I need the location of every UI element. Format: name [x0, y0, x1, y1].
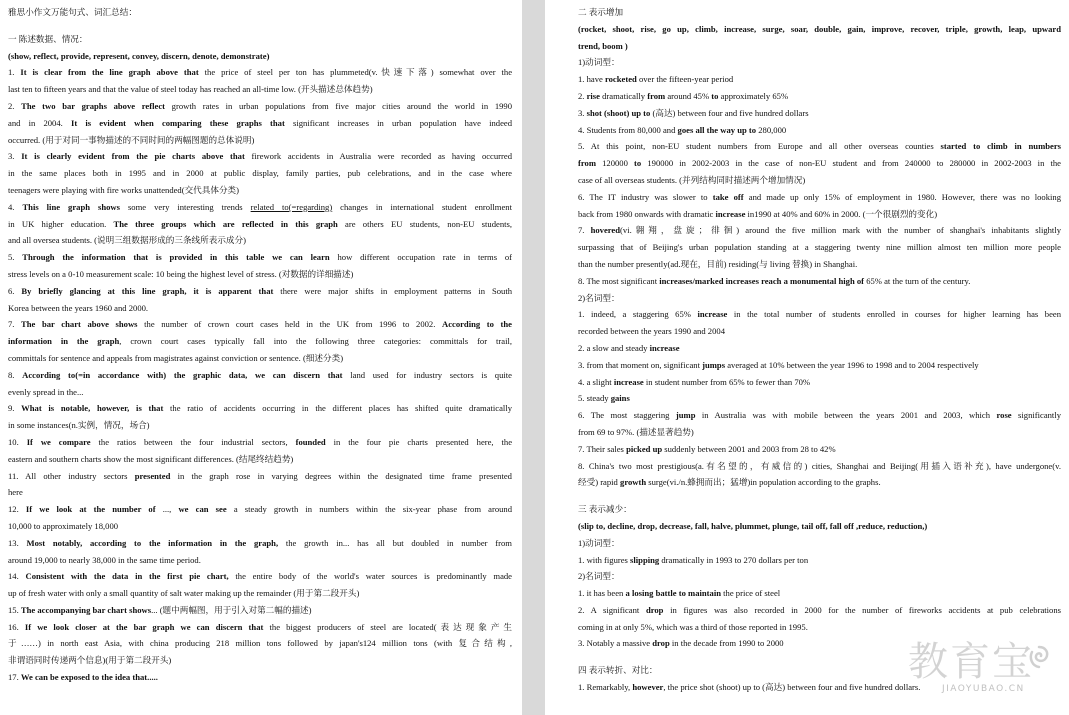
text-line: [578, 501, 1061, 518]
text-run: changes in international student enrollment: [332, 201, 512, 212]
text-run: 9.: [8, 403, 22, 414]
bold-phrase: rose: [996, 410, 1012, 421]
bold-phrase: shot (shoot) up to: [586, 107, 651, 118]
text-line: [578, 552, 1061, 569]
text-line: [578, 306, 1061, 323]
text-line: [578, 602, 1061, 619]
text-run: in the graph rose in varying degrees within the designated time frame presented: [170, 470, 512, 481]
bold-phrase: According to(=in accordance with) the graphic data, we can discern that: [22, 369, 343, 380]
text-run: approximately 65%: [718, 90, 789, 101]
text-line: [578, 222, 1061, 239]
text-line: [578, 71, 1061, 88]
bold-phrase: a losing battle to maintain: [625, 588, 721, 599]
watermark: [908, 640, 1058, 700]
bold-phrase: increases/marked increases reach a monumental high of: [659, 275, 865, 286]
bold-phrase: It is evident when comparing these graphs that: [70, 117, 285, 128]
text-line: [8, 48, 512, 65]
text-line: [8, 350, 512, 367]
text-run: surpassing that of Beijing's urban population standing at a staggering twenty nine million almost ten million more people: [578, 242, 1061, 253]
bold-phrase: drop: [645, 604, 664, 615]
text-line: [8, 367, 512, 384]
text-run: 10.: [8, 436, 27, 447]
watermark-url: JIAOYUBAO.CN: [942, 684, 1025, 694]
text-run: and in 2004.: [8, 117, 71, 128]
text-run: 1. indeed, a staggering 65%: [578, 309, 698, 320]
text-run: 2)名词型：: [578, 292, 620, 303]
text-line: [8, 98, 512, 115]
text-run: averaged at 10% between the year 1996 to 1998 and to 2004 respectively: [725, 359, 979, 370]
text-line: [8, 132, 512, 149]
text-run: dramatically: [599, 90, 648, 101]
text-line: [8, 316, 512, 333]
text-line: [8, 165, 512, 182]
bold-phrase: The three groups which are reflected in this graph: [113, 218, 338, 229]
bold-phrase: (rocket, shoot, rise, go up, climb, increase, surge, soar, double, gain, improve, recover, triple, growth, leap, upward: [578, 23, 1061, 34]
text-run: 5. steady: [578, 393, 611, 404]
text-run: committals for sentence and appeals from magistrates against conviction or sentence. (细述分类): [8, 352, 344, 363]
text-run: 120000: [595, 158, 635, 169]
text-run: 3. from that moment on, significant: [578, 359, 703, 370]
bold-phrase: trend, boom ): [578, 40, 628, 51]
text-run: are others EU students, non-EU students,: [337, 218, 512, 229]
text-run: in the same places both in 1995 and in 2000 at public display, family parties, pub celebrations, and in the case where: [8, 168, 512, 179]
bold-phrase: The two bar graphs above reflect: [21, 100, 165, 111]
bold-phrase: Through the information that is provided in this table we can learn: [22, 252, 330, 263]
text-run: evenly spread in the...: [8, 386, 84, 397]
text-run: the price of steel: [721, 588, 781, 599]
bold-phrase: from: [647, 90, 666, 101]
bold-phrase: If we look closer at the bar graph we can discern that: [24, 621, 264, 632]
text-run: the biggest producers of steel are located(表达现象产生: [263, 621, 512, 632]
text-line: [8, 148, 512, 165]
text-run: 3.: [578, 107, 587, 118]
bold-phrase: According to the: [441, 319, 512, 330]
bold-phrase: picked up: [626, 443, 663, 454]
bold-phrase: (show, reflect, provide, represent, convey, discern, denote, demonstrate): [8, 50, 270, 61]
text-line: [8, 4, 512, 21]
text-run: around 45%: [665, 90, 712, 101]
text-line: [8, 652, 512, 669]
text-run: and made up only 15% of employment in 1980. However, there was no looking: [743, 191, 1061, 202]
bold-phrase: to: [634, 158, 642, 169]
text-line: [8, 249, 512, 266]
text-run: in the four pie charts presented here, the: [325, 436, 512, 447]
text-line: [578, 458, 1061, 475]
text-run: Korea between the years 1960 and 2000.: [8, 302, 149, 313]
bold-phrase: We can be exposed to the idea that.....: [20, 672, 158, 683]
text-line: [578, 407, 1061, 424]
text-line: [8, 501, 512, 518]
text-run: 5. At this point, non-EU student numbers from Europe and all other overseas counties: [578, 141, 941, 152]
bold-phrase: (slip to, decline, drop, decrease, fall, halve, plummet, plunge, tail off, fall off ,reduce, reduction,): [578, 520, 928, 531]
bold-phrase: increase: [613, 376, 644, 387]
text-line: [8, 333, 512, 350]
text-run: how different occupation rate in terms of: [329, 252, 512, 263]
bold-phrase: What is notable, however, is that: [21, 403, 164, 414]
text-run: 1)动词型：: [578, 537, 620, 548]
text-line: [578, 357, 1061, 374]
text-line: [578, 441, 1061, 458]
paragraph-gap: [8, 21, 512, 31]
text-line: [578, 138, 1061, 155]
paragraph-gap: [578, 491, 1061, 501]
text-run: 雅思小作文万能句式、词汇总结：: [8, 7, 137, 17]
text-run: 非谓语同时传递两个信息)(用于第二段开头): [8, 655, 172, 666]
text-run: firework accidents in Australia were recorded as having occurred: [244, 151, 512, 162]
text-run: suddenly between 2001 and 2003 from 28 to 42%: [662, 443, 836, 454]
text-line: [8, 619, 512, 636]
text-run: 3. Notably a massive: [578, 638, 653, 649]
bold-phrase: If we look at the number of: [25, 504, 156, 515]
text-run: in some instances(n.实例，情况，场合): [8, 420, 150, 431]
text-line: [578, 535, 1061, 552]
bold-phrase: from: [578, 158, 596, 169]
text-line: [8, 568, 512, 585]
bold-phrase: information in the graph: [8, 336, 120, 347]
text-run: in the total number of students enrolled in courses for higher learning has been: [727, 309, 1061, 320]
bold-phrase: rise: [586, 90, 600, 101]
text-run: 7.: [578, 225, 591, 236]
text-run: the number of crown court cases held in the UK from 1996 to 2002.: [137, 319, 442, 330]
text-run: 6. The IT industry was slower to: [578, 191, 713, 202]
text-run: 8. The most significant: [578, 275, 660, 286]
text-run: 2.: [8, 100, 22, 111]
document-page-left: [0, 0, 522, 715]
text-run: 4.: [8, 201, 23, 212]
bold-phrase: The accompanying bar chart shows: [20, 604, 152, 615]
text-line: [578, 256, 1061, 273]
text-line: [8, 602, 512, 619]
text-run: the growth in... has all but doubled in number from: [278, 537, 512, 548]
bold-phrase: It is clearly evident from the pie charts above that: [21, 151, 245, 162]
text-run: in student number from 65% to fewer than 70%: [643, 376, 811, 387]
text-line: [8, 300, 512, 317]
text-line: [578, 122, 1061, 139]
text-line: [578, 518, 1061, 535]
text-run: last ten to fifteen years and that the value of steel today has reached an all-time low. (开头描述总体趋势): [8, 84, 373, 95]
text-run: 13.: [8, 537, 27, 548]
text-run: 1.: [8, 67, 21, 78]
text-run: 7. Their sales: [578, 443, 627, 454]
text-line: [578, 88, 1061, 105]
bold-phrase: to: [711, 90, 719, 101]
text-line: [8, 400, 512, 417]
text-line: [578, 390, 1061, 407]
text-run: coming in at only 5%, which was a third of those reported in 1995.: [578, 621, 808, 632]
bold-phrase: It is clear from the line graph above that: [20, 67, 199, 78]
text-run: teenagers were playing with fire works unattended(交代具体分类): [8, 184, 240, 195]
text-run: recorded between the years 1990 and 2004: [578, 326, 725, 337]
text-run: 1. Remarkably,: [578, 682, 633, 693]
text-line: [578, 21, 1061, 38]
text-line: [8, 232, 512, 249]
document-page-right: [545, 0, 1069, 715]
text-line: [8, 635, 512, 652]
bold-phrase: however: [632, 682, 664, 693]
text-run: 10,000 to approximately 18,000: [8, 520, 119, 531]
text-run: up of fresh water with only a small quantity of salt water making up the remainder (用于第二段开头): [8, 588, 360, 599]
text-line: [8, 585, 512, 602]
bold-phrase: drop: [652, 638, 670, 649]
text-run: 6. The most staggering: [578, 410, 676, 421]
text-line: [8, 115, 512, 132]
text-run: growth rates in urban populations from five major cities around the world in 1990: [165, 100, 512, 111]
text-run: the ratios between the four industrial sectors,: [90, 436, 296, 447]
bold-phrase: This line graph shows: [22, 201, 120, 212]
text-run: 1. it has been: [578, 588, 626, 599]
text-run: in Australia was with mobile between the years 2001 and 2003, which: [695, 410, 997, 421]
text-run: , crown court cases typically fall into the following three categories: committals for trail,: [119, 336, 512, 347]
text-run: 一 陈述数据、情况：: [8, 33, 88, 44]
text-line: [8, 552, 512, 569]
text-line: [578, 54, 1061, 71]
text-run: there were major shifts in employment patterns in South: [273, 285, 512, 296]
text-line: [578, 155, 1061, 172]
text-line: [8, 535, 512, 552]
bold-phrase: slipping: [630, 554, 660, 565]
text-run: 2. A significant: [578, 604, 646, 615]
text-run: , the price shot (shoot) up to (高达) between four and five hundred dollars.: [663, 682, 921, 693]
text-run: around 19,000 to nearly 38,000 in the same time period.: [8, 554, 201, 565]
text-run: surge(vi./n.蜂拥而出；猛增)in population according to the graphs.: [646, 477, 881, 488]
text-line: [578, 374, 1061, 391]
text-run: 15.: [8, 604, 21, 615]
text-run: 3.: [8, 151, 22, 162]
text-line: [578, 474, 1061, 491]
text-run: 190000 in 2002-2003 in the case of non-EU student and from 240000 to 280000 in 2002-2003 in the: [641, 158, 1061, 169]
text-run: the entire body of the world's water sources is predominantly made: [228, 571, 512, 582]
bold-phrase: started to climb in numbers: [940, 141, 1061, 152]
text-run: 4. Students from 80,000 and: [578, 124, 678, 135]
text-run: 2. a slow and steady: [578, 342, 650, 353]
bold-phrase: presented: [134, 470, 171, 481]
text-run: than the number presently(ad.现在，目前) residing(与 living 替换) in Shanghai.: [578, 258, 858, 269]
text-run: 7.: [8, 319, 22, 330]
bold-phrase: By briefly glancing at this line graph, it is apparent that: [21, 285, 274, 296]
text-line: [578, 4, 1061, 21]
bold-phrase: Most notably, according to the information in the graph,: [26, 537, 279, 548]
text-run: (高达) between four and five hundred dollars: [650, 107, 809, 118]
text-run: back from 1980 onwards with dramatic: [578, 208, 716, 219]
text-run: over the fifteen-year period: [636, 74, 734, 85]
text-run: and all oversea students. (说明三组数据形成的三条线所表示成分): [8, 235, 246, 246]
text-run: 2)名词型：: [578, 571, 620, 582]
text-run: 6.: [8, 285, 22, 296]
text-run: 二 表示增加: [578, 7, 624, 17]
text-line: [578, 568, 1061, 585]
text-line: [8, 266, 512, 283]
text-line: [578, 273, 1061, 290]
text-line: [8, 283, 512, 300]
text-run: 1)动词型：: [578, 57, 620, 68]
text-run: 8. China's two most prestigious(a.有名望的，有威信的) cities, Shanghai and Beijing(用插入语补充), have undergone(v.: [578, 460, 1061, 471]
bold-phrase: increase: [697, 309, 728, 320]
text-line: [8, 669, 512, 686]
text-run: significant increases in urban population have indeed: [284, 117, 512, 128]
text-run: 4. a slight: [578, 376, 614, 387]
text-line: [578, 105, 1061, 122]
text-run: 于……) in north east Asia, with china producing 218 million tons followed by japan's124 million tons (with 复合结构,: [8, 638, 512, 649]
text-run: the ratio of accidents occurring in the different places has shifted quite dramatically: [163, 403, 512, 414]
text-run: 8.: [8, 369, 23, 380]
text-line: [578, 172, 1061, 189]
text-run: in UK higher education.: [8, 218, 114, 229]
watermark-brand: 教育宝: [908, 639, 1034, 685]
text-line: [578, 290, 1061, 307]
text-run: (vi.翱翔，盘旋；徘徊) around the five million mark with the number of shanghai's inhabitants slightly: [620, 225, 1061, 236]
text-run: land used for industry sectors is quite: [342, 369, 512, 380]
text-run: 16.: [8, 621, 25, 632]
text-run: in figures was also recorded in 2000 for the number of fireworks accidents at pub celebrations: [663, 604, 1061, 615]
underlined-phrase: related to(=regarding): [250, 201, 333, 212]
text-line: [8, 451, 512, 468]
text-line: [578, 189, 1061, 206]
text-run: in1990 at 40% and 60% in 2000. (一个很剧烈的变化): [745, 208, 938, 219]
text-line: [8, 434, 512, 451]
bold-phrase: If we compare: [26, 436, 91, 447]
bold-phrase: we can see: [178, 504, 227, 515]
bold-phrase: increase: [715, 208, 746, 219]
bold-phrase: gains: [610, 393, 630, 404]
text-run: 280,000: [756, 124, 787, 135]
text-line: [8, 31, 512, 48]
text-run: 12.: [8, 504, 26, 515]
bold-phrase: take off: [712, 191, 744, 202]
text-run: 14.: [8, 571, 26, 582]
text-line: [8, 216, 512, 233]
text-line: [8, 81, 512, 98]
text-run: some very interesting trends: [119, 201, 251, 212]
text-line: [8, 199, 512, 216]
text-run: the price of steel per ton has plummeted(v.快速下落) somewhat over the: [198, 67, 512, 78]
text-run: 5.: [8, 252, 23, 263]
text-line: [8, 64, 512, 81]
text-run: 1. with figures: [578, 554, 631, 565]
text-run: ...,: [155, 504, 179, 515]
bold-phrase: increase: [649, 342, 680, 353]
text-line: [8, 484, 512, 501]
bold-phrase: jump: [675, 410, 696, 421]
text-line: [8, 417, 512, 434]
bold-phrase: jumps: [702, 359, 726, 370]
text-line: [8, 182, 512, 199]
bold-phrase: growth: [620, 477, 647, 488]
text-run: ... (题中两幅图，用于引入对第二幅的描述): [151, 604, 312, 615]
text-line: [578, 619, 1061, 636]
text-run: in the decade from 1990 to 2000: [669, 638, 784, 649]
text-run: 1. have: [578, 74, 605, 85]
text-line: [578, 239, 1061, 256]
text-run: stress levels on a 0-10 measurement scale: 10 being the highest level of stress. (对数据的详细描述): [8, 268, 354, 279]
text-line: [578, 38, 1061, 55]
text-line: [578, 206, 1061, 223]
text-run: case of all overseas students. (并列结构同时描述两个增加情况): [578, 174, 806, 185]
text-run: 四 表示转折、对比：: [578, 665, 658, 676]
text-line: [8, 384, 512, 401]
text-line: [578, 585, 1061, 602]
text-line: [8, 518, 512, 535]
text-run: a steady growth in numbers within the six-year phase from around: [226, 504, 512, 515]
bold-phrase: founded: [295, 436, 326, 447]
swirl-logo-icon: [1026, 644, 1052, 670]
text-run: dramatically in 1993 to 270 dollars per ton: [659, 554, 809, 565]
text-run: 65% at the turn of the century.: [864, 275, 971, 286]
bold-phrase: hovered: [590, 225, 621, 236]
bold-phrase: goes all the way up to: [677, 124, 757, 135]
text-line: [578, 424, 1061, 441]
text-line: [578, 323, 1061, 340]
bold-phrase: rocketed: [604, 74, 637, 85]
text-run: here: [8, 487, 23, 498]
text-run: occurred. (用于对同一事物描述的不同时间的两幅图题的总体说明): [8, 134, 255, 145]
text-run: 11. All other industry sectors: [8, 470, 135, 481]
text-run: eastern and southern charts show the most significant differences. (结尾终结趋势): [8, 453, 294, 464]
text-run: 2.: [578, 90, 587, 101]
text-run: significantly: [1011, 410, 1061, 421]
text-line: [8, 468, 512, 485]
text-run: 17.: [8, 672, 21, 683]
text-line: [578, 340, 1061, 357]
text-run: 经受) rapid: [578, 477, 621, 488]
bold-phrase: The bar chart above shows: [21, 319, 138, 330]
text-run: 三 表示减少：: [578, 504, 632, 515]
text-run: from 69 to 97%. (描述显著趋势): [578, 426, 694, 437]
bold-phrase: Consistent with the data in the first pie chart,: [25, 571, 229, 582]
